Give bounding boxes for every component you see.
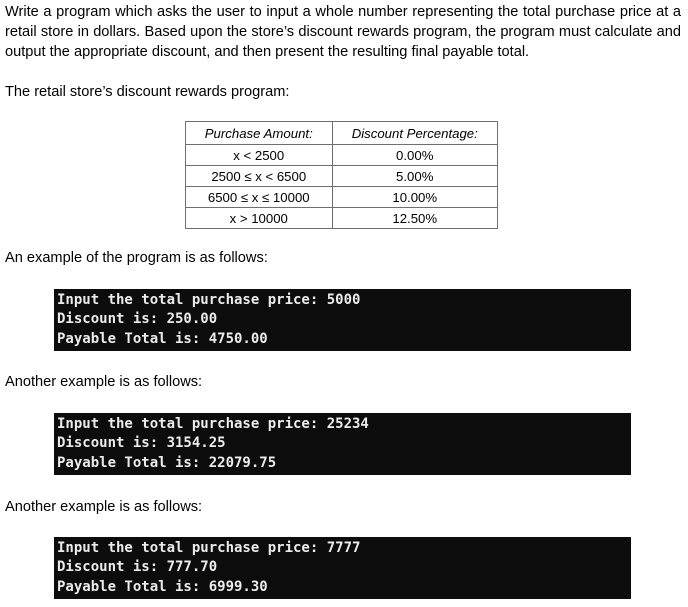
console-output (54, 537, 631, 599)
table-row (186, 208, 498, 229)
purchase-amount-cell: 6500 ≤ x ≤ 10000 (186, 187, 333, 208)
purchase-amount-cell: x > 10000 (186, 208, 333, 229)
table-row (186, 166, 498, 187)
example-caption: An example of the program is as follows: (5, 250, 268, 266)
discount-table (185, 121, 498, 229)
console-line: Payable Total is: 6999.30 (57, 578, 268, 595)
discount-percentage-cell: 12.50% (332, 208, 498, 229)
column-header-purchase-amount: Purchase Amount: (186, 122, 333, 145)
example-caption: Another example is as follows: (5, 374, 203, 390)
console-line: Discount is: 777.70 (57, 559, 218, 576)
console-line: Payable Total is: 22079.75 (57, 454, 277, 471)
example-caption: Another example is as follows: (5, 499, 203, 515)
table-heading: The retail store’s discount rewards program: (5, 84, 290, 100)
discount-percentage-cell: 0.00% (332, 145, 498, 166)
table-row (186, 145, 498, 166)
console-output (54, 413, 631, 475)
purchase-amount-cell: 2500 ≤ x < 6500 (186, 166, 333, 187)
console-line: Input the total purchase price: 25234 (57, 416, 369, 432)
discount-percentage-cell: 5.00% (332, 166, 498, 187)
column-header-discount-percentage: Discount Percentage: (332, 122, 498, 145)
console-line: Payable Total is: 4750.00 (57, 330, 268, 347)
problem-statement: Write a program which asks the user to input a whole number representing the total purchase price at a retail store in dollars. Based upon the store’s discount rewards program, the program must calculate and output the appropriate discount, and then present the resulting final payable total. (5, 4, 681, 60)
table-row (186, 187, 498, 208)
console-line: Discount is: 3154.25 (57, 435, 226, 452)
discount-percentage-cell: 10.00% (332, 187, 498, 208)
console-line: Input the total purchase price: 5000 (57, 292, 361, 308)
table-header-row (186, 122, 498, 145)
purchase-amount-cell: x < 2500 (186, 145, 333, 166)
console-line: Input the total purchase price: 7777 (57, 540, 361, 556)
console-line: Discount is: 250.00 (57, 311, 218, 328)
console-output (54, 289, 631, 351)
